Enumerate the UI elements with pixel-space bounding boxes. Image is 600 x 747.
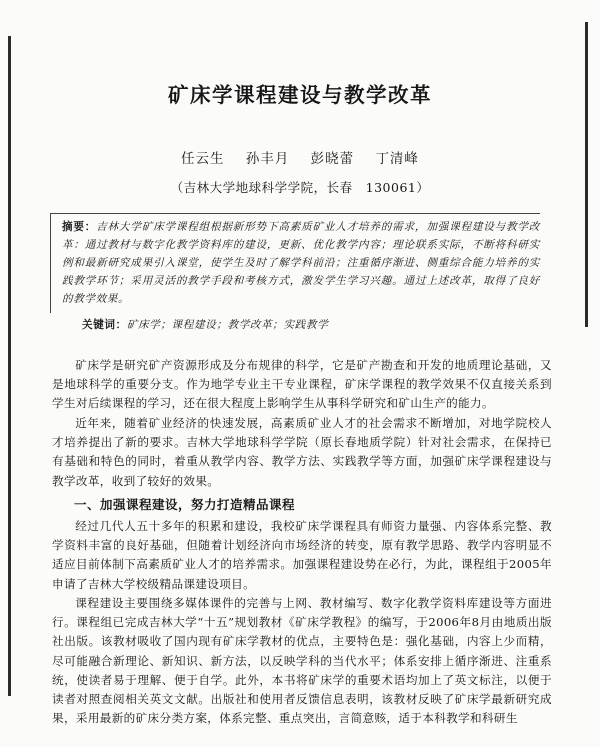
affiliation: （吉林大学地球科学学院，长春 130061）	[170, 180, 430, 195]
keywords-text: 矿床学；课程建设；教学改革；实践教学	[126, 319, 329, 331]
author-list	[0, 147, 600, 167]
abstract-text: 吉林大学矿床学课程组根据新形势下高素质矿业人才培养的需求，加强课程建设与教学改革：通过教材与数字化教学资料库的建设，更新、优化教学内容；理论联系实际，不断将科研实例和最新研究成果引入课堂，使学生及时了解学科前沿；注重循序渐进、侧重综合能力培养的实践教学环节；采用灵活的教学手段和考核方式，激发学生学习兴趣。通过上述改革，取得了良好的教学效果。	[62, 221, 540, 305]
frame-line	[50, 213, 540, 214]
author: 彭晓蕾	[310, 151, 355, 167]
keywords-label: 关键词：	[82, 319, 127, 331]
paper-title: 矿床学课程建设与教学改革	[168, 83, 432, 107]
body-paragraph: 近年来，随着矿业经济的快速发展，高素质矿业人才的社会需求不断增加，对地学院校人才培养提出了新的要求。吉林大学地球科学学院（原长春地质学院）针对社会需求，在保持已有基础和特色的同时，着重从教学内容、教学方法、实践教学等方面，加强矿床学课程建设与教学改革，收到了较好的效果。	[52, 416, 552, 488]
keywords	[82, 316, 542, 334]
body-paragraph: 经过几代人五十多年的积累和建设，我校矿床学课程具有师资力量强、内容体系完整、教学资料丰富的良好基础，但随着计划经济向市场经济的转变，原有教学思路、教学内容明显不适应目前体制下高素质矿业人才的培养需求。加强课程建设势在必行，为此，课程组于2005年申请了吉林大学校级精品课建设项目。	[52, 519, 552, 591]
author: 孙丰月	[245, 151, 290, 167]
scan-edge-left	[8, 36, 11, 696]
abstract	[62, 218, 540, 308]
author: 任云生	[181, 151, 225, 167]
body-paragraph: 矿床学是研究矿产资源形成及分布规律的科学，它是矿产勘查和开发的地质理论基础，又是地球科学的重要分支。作为地学专业主干专业课程，矿床学课程的教学效果不仅直接关系到学生对后续课程的学习，还在很大程度上影响学生从事科学研究和矿山生产的能力。	[52, 358, 552, 411]
section-heading: 一、加强课程建设，努力打造精品课程	[74, 497, 296, 512]
abstract-label: 摘要：	[62, 221, 97, 233]
frame-line	[50, 213, 51, 313]
author: 丁清峰	[375, 151, 419, 167]
body-paragraph: 课程建设主要围绕多媒体课件的完善与上网、教材编写、数字化教学资料库建设等方面进行。课程组已完成吉林大学“十五”规划教材《矿床学教程》的编写，于2006年8月由地质出版社出版。该教材吸收了国内现有矿床学教材的优点，主要特色是：强化基础，内容上少而精，尽可能融合新理论、新知识、新方法，以反映学科的当代水平；体系安排上循序渐进、注重系统，使读者易于理解、便于自学。此外，本书将矿床学的重要术语均加上了英文标注，以便于读者对照查阅相关英文文献。出版社和使用者反馈信息表明，该教材反映了矿床学最新研究成果，采用最新的矿床分类方案，体系完整、重点突出，言简意赅，适于本科教学和科研生	[52, 596, 552, 726]
scan-edge-right	[585, 22, 588, 327]
